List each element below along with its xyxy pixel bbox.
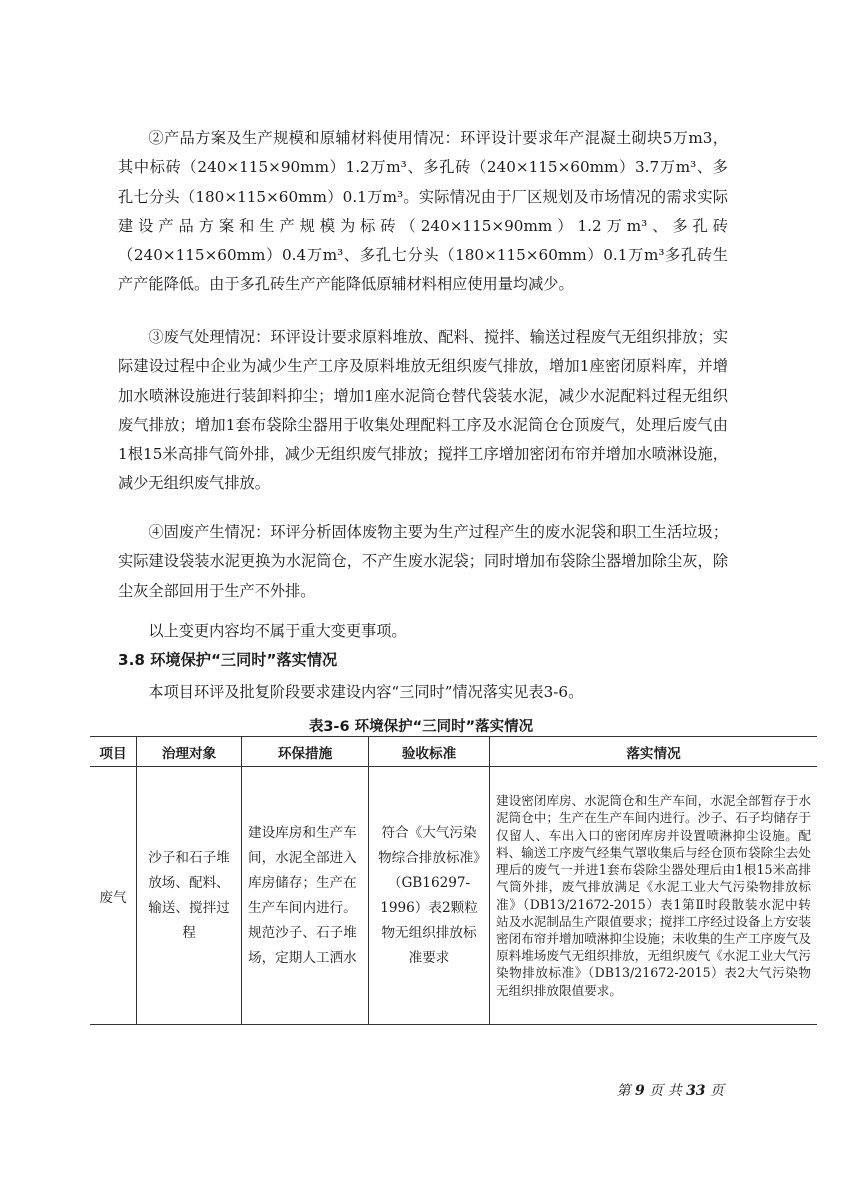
header-target: 治理对象 bbox=[137, 737, 242, 767]
footer-middle: 页 共 bbox=[649, 1083, 682, 1099]
paragraph-solid-waste: ④固废产生情况：环评分析固体废物主要为生产过程产生的废水泥袋和职工生活垃圾；实际建设袋装水泥更换为水泥筒仓，不产生废水泥袋；同时增加布袋除尘器增加除尘灰，除尘灰全部回用于生产不外排。 bbox=[118, 523, 728, 600]
page-footer bbox=[617, 1080, 725, 1100]
header-item: 项目 bbox=[90, 737, 137, 767]
header-measures: 环保措施 bbox=[242, 737, 369, 767]
paragraph-product-scheme: ②产品方案及生产规模和原辅材料使用情况：环评设计要求年产混凝土砌块5万m3，其中标砖（240×115×90mm）1.2万m³、多孔砖（240×115×60mm）3.7万m³、多孔七分头（180×115×60mm）0.1万m³。实际情况由于厂区规划及市场情况的需求实际建设产品方案和生产规模为标砖（240×115×90mm）1.2万m³、多孔砖（240×115×60mm）0.4万m³、多孔七分头（180×115×60mm）0.1万m³多孔砖生产产能降低。由于多孔砖生产产能降低原辅材料相应使用量均减少。 bbox=[118, 129, 728, 294]
three-simultaneous-table bbox=[90, 736, 817, 1025]
paragraph-exhaust-treatment: ③废气处理情况：环评设计要求原料堆放、配料、搅拌、输送过程废气无组织排放；实际建设过程中企业为减少生产工序及原料堆放无组织废气排放，增加1座密闭原料库，并增加水喷淋设施进行装卸料抑尘；增加1座水泥筒仓替代袋装水泥，减少水泥配料过程无组织废气排放；增加1套布袋除尘器用于收集处理配料工序及水泥筒仓仓顶废气，处理后废气由1根15米高排气筒外排，减少无组织废气排放；搅拌工序增加密闭布帘并增加水喷淋设施，减少无组织废气排放。 bbox=[118, 328, 728, 493]
footer-total-pages: 33 bbox=[686, 1083, 706, 1099]
cell-status: 建设密闭库房、水泥筒仓和生产车间，水泥全部暂存于水泥筒仓中；生产在生产车间内进行。沙子、石子均储存于仅留人、车出入口的密闭库房并设置喷淋抑尘设施。配料、输送工序废气经集气罩收集后与经仓顶布袋除尘去处理后的废气一并进1套布袋除尘器处理后由1根15米高排气筒外排，废气排放满足《水泥工业大气污染物排放标准》（DB13/21672-2015）表1第Ⅱ时段散装水泥中转站及水泥制品生产限值要求；搅拌工序经过设备上方安装密闭布帘并增加喷淋抑尘设施；未收集的生产工序废气及原料堆场废气无组织排放，无组织废气《水泥工业大气污染物排放标准》（DB13/21672-2015）表2大气污染物无组织排放限值要求。 bbox=[490, 767, 818, 1025]
table-caption: 表3-6 环境保护“三同时”落实情况 bbox=[308, 719, 534, 735]
cell-target: 沙子和石子堆放场、配料、输送、搅拌过程 bbox=[137, 767, 242, 1025]
header-status: 落实情况 bbox=[490, 737, 818, 767]
paragraph-table-intro: 本项目环评及批复阶段要求建设内容“三同时”情况落实见表3-6。 bbox=[148, 683, 584, 701]
cell-measures: 建设库房和生产车间，水泥全部进入库房储存；生产在生产车间内进行。规范沙子、石子堆场，定期人工洒水 bbox=[242, 767, 369, 1025]
table-row bbox=[90, 767, 817, 1025]
section-heading: 3.8 环境保护“三同时”落实情况 bbox=[118, 651, 338, 669]
footer-suffix: 页 bbox=[710, 1083, 724, 1099]
table-header-row bbox=[90, 737, 817, 767]
cell-standard: 符合《大气污染物综合排放标准》（GB16297-1996）表2颗粒物无组织排放标准要求 bbox=[369, 767, 490, 1025]
footer-prefix: 第 bbox=[616, 1083, 631, 1099]
header-standard: 验收标准 bbox=[369, 737, 490, 767]
paragraph-change-conclusion: 以上变更内容均不属于重大变更事项。 bbox=[148, 622, 407, 640]
footer-page-number: 9 bbox=[634, 1083, 645, 1099]
cell-item: 废气 bbox=[90, 767, 137, 1025]
